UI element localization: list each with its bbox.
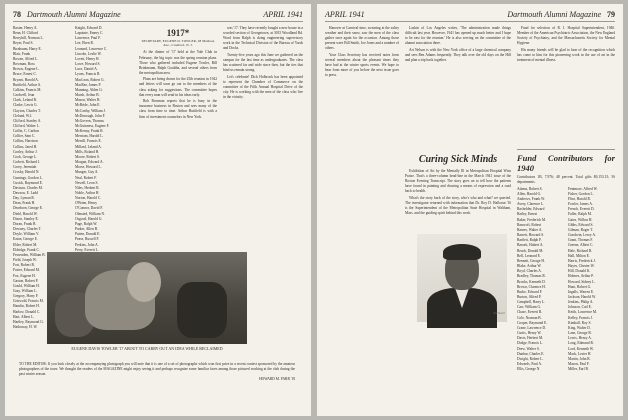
left-running-head xyxy=(13,10,303,22)
class-notes-column xyxy=(139,26,217,240)
fund-name-entry: Grant, Thomas F. xyxy=(568,238,593,243)
fund-intro: Contributors 1B, 7,976; 48 percent. Total gifts $9,153.15; 56 departments. xyxy=(517,174,615,184)
name-entry: Gaston, Robert P. xyxy=(13,278,39,283)
name-entry: Lawrence, Paul F. xyxy=(75,36,101,41)
fund-name-entry: Lewis, Henry A. xyxy=(568,336,592,341)
fund-name-entry: Curtis, Henry W. xyxy=(517,331,542,336)
fund-name-entry: Bailey, Ernest xyxy=(517,212,538,217)
paragraph: Plans are being drawn for the 25th reunion in 1942 and letters will soon go out to the members of the class asking for suggestions. The committee hopes that every man will send in his ideas early. xyxy=(139,77,217,97)
fund-column xyxy=(517,26,615,408)
story-signature: HOWARD M. FARR '18 xyxy=(259,377,295,381)
name-entry: Bean, H. Clifford xyxy=(13,31,39,36)
name-entry: Clark, Leland R. xyxy=(13,98,37,103)
name-entry: Patten, Donald E. xyxy=(75,232,101,237)
name-entry: Collins, Harrison xyxy=(13,139,38,144)
fund-name-entry: Bassett, Hubert A. xyxy=(517,243,544,248)
name-entry: Corey, Jeremiah xyxy=(13,165,37,170)
class-notes-lower xyxy=(325,234,399,408)
paragraph: At the dinner of '17 held at the Yale Club in February, the big topic was the spring reunion plans. Those who gathered included Eugene Towler, Bill Brinkmann, Ralph Gouldin, and several others from the metropolitan area. xyxy=(139,50,217,75)
name-entry: Cusick, Raymond E. xyxy=(13,180,43,185)
fund-name-entry: Fenimore, Alfred W. xyxy=(568,186,598,191)
fund-name-entry: Avery, Clarence L. xyxy=(517,202,545,207)
fund-name-entry: French, Everett D. xyxy=(568,207,595,212)
feature-title: Curing Sick Minds xyxy=(418,154,498,165)
fund-name-entry: Cole, Norman B. xyxy=(517,315,542,320)
names-column-2 xyxy=(75,26,135,252)
paragraph: Hanover at Carnival time, swearing at the sultry weather and their snow, saw the men of the class gather once again for the occasion. Among those present were Bill Smith, Joe Jones and a number of others. xyxy=(325,26,399,51)
fund-name-entry: Jackson, Harold W. xyxy=(568,294,596,299)
name-entry: O'Connor, David F. xyxy=(75,206,103,211)
name-entry: Field, Joseph W. xyxy=(13,258,37,263)
name-entry: Eldridge, Frank C. xyxy=(13,247,40,252)
name-entry: Niles, Herbert R. xyxy=(75,185,100,190)
fund-name-entry: Edwards, Paul A. xyxy=(517,362,542,366)
name-entry: McCarthy, William J. xyxy=(75,108,106,113)
name-entry: Morgan, Edward A. xyxy=(75,160,104,165)
name-entry: Hart, Albert L. xyxy=(13,314,35,319)
name-entry: Blair, Frank xyxy=(13,51,31,56)
name-entry: Lowe, Howard S. xyxy=(75,62,101,67)
fund-name-entry: Lane, George B. xyxy=(568,331,592,336)
name-entry: Olmsted, William N. xyxy=(75,211,105,216)
fund-name-entry: Davis, Herbert M. xyxy=(517,336,544,341)
fund-name-entry: Miller, Earl B. xyxy=(568,367,589,372)
fund-name-entry: Brown, Clarence H. xyxy=(517,284,546,289)
fund-name-entry: Blake, Arthur W. xyxy=(517,264,542,269)
photo-image xyxy=(47,252,247,344)
name-entry: Perkins, John A. xyxy=(75,242,99,247)
fund-name-entry: Gibbs, Edward S. xyxy=(568,222,594,227)
fund-name-entry: Lord, Kenneth W. xyxy=(568,346,594,351)
news-photo xyxy=(47,252,247,351)
name-entry: Hartley, Raymond G. xyxy=(13,319,44,324)
name-entry: McDonough, John F. xyxy=(75,113,106,118)
fund-names-column-1 xyxy=(517,187,564,373)
fund-name-entry: Gilman, Roger T. xyxy=(568,227,594,232)
name-entry: Moore, Robert S. xyxy=(75,154,100,159)
fund-name-entry: Holmes, Arthur P. xyxy=(568,274,594,279)
fund-name-entry: Hale, Richard B. xyxy=(568,248,593,253)
class-secretary-byline: SECRETARY, EUGENE D. TOWLER, 28 Madison Ave., Cranford, N. J. xyxy=(141,39,215,48)
name-entry: Doran, Frank B. xyxy=(13,221,37,226)
name-entry: Dawson, E. Ladd xyxy=(13,191,38,195)
name-entry: Page, Ralph W. xyxy=(75,221,98,226)
name-entry: Diehl, Harold W. xyxy=(13,211,38,216)
name-entry: Bowen, Alfred L. xyxy=(13,56,39,61)
name-entry: Munger, Guy A. xyxy=(75,170,99,175)
name-entry: McBride, John E. xyxy=(75,103,101,108)
name-entry: Morse, Howard L. xyxy=(75,165,102,170)
name-entry: Coffin, C. Carlton xyxy=(13,129,40,134)
name-entry: Fort, Robert B. xyxy=(13,263,35,268)
name-entry: Cumings, Gordon L. xyxy=(13,175,43,180)
fund-name-entry: Harris, Frederick J. xyxy=(568,258,596,263)
fund-name-entry: Beach, Donald M. xyxy=(517,248,544,253)
name-entry: Mason, Walter H. xyxy=(75,98,101,103)
fund-name-entry: Hill, Donald K. xyxy=(568,269,591,274)
fund-name-entry: Bradley, Thomas R. xyxy=(517,274,546,279)
issue-date: APRIL 1941 xyxy=(325,10,365,19)
class-notes-column-2 xyxy=(223,26,303,240)
name-entry: Clifford, Stanley A. xyxy=(13,118,42,123)
name-entry: Osgood, Harold G. xyxy=(75,216,103,221)
fund-name-entry: Fowler, James A. xyxy=(568,202,593,207)
fund-name-entry: Kelley, Francis J. xyxy=(568,315,593,320)
magazine-title: Dartmouth Alumni Magazine xyxy=(27,10,121,19)
name-entry: Dixon, Stanley E. xyxy=(13,216,39,221)
fund-name-entry: Greene, Albert C. xyxy=(568,243,594,248)
fund-name-entry: Long, Edmund R. xyxy=(568,341,594,346)
name-entry: Dearborn, George E. xyxy=(13,206,43,211)
name-entry: Day, Lyman R. xyxy=(13,196,35,201)
name-entry: McKenny, Frank R. xyxy=(75,129,104,134)
fund-name-entry: Hall, Milton E. xyxy=(568,253,590,258)
fund-name-entry: Brooks, Kenneth D. xyxy=(517,279,546,284)
name-entry: Millard, Leland A. xyxy=(75,144,102,149)
fund-name-entry: Allen, Harold G. xyxy=(517,191,542,196)
page-number: 79 xyxy=(607,10,615,19)
paragraph: Exhibition of Art by the Mentally Ill in Metropolitan Hospital Wins Praise. That's a three-column head-line in the March 1941 issue of the Boston Evening Transcript. The story goes on to tell how the patients have found in painting and drawing a means of expression and a road back to health. xyxy=(405,169,511,194)
fund-name-entry: Adams, Robert S. xyxy=(517,186,543,191)
name-entry: Downey, Charles T. xyxy=(13,227,42,232)
name-entry: Knight, Edward D. xyxy=(75,26,103,30)
fund-name-entry: Keith, Lawrence M. xyxy=(568,310,597,315)
paragraph: Art Nelson is with the New York office of a large chemical company and sees Ben Adams frequently. They talk over the old days on the Hill and plan a trip back together. xyxy=(405,47,511,63)
fund-name-entry: Fisher, Gordon L. xyxy=(568,191,594,196)
name-entry: Collins, Jared H. xyxy=(13,144,38,149)
story-text: TO THE EDITOR: If you look closely at the accompanying photograph you will note that it is one of a set of photographs which won first prize in a recent contest sponsored by the amateur photographers of the town. We thought the readers of the MAGAZINE might enjoy seeing it and perhaps recognize some familiar faces among those pictured working at the club during the past winter season. xyxy=(19,362,295,376)
fund-name-entry: Barrett, Howard S. xyxy=(517,233,545,238)
names-column-1 xyxy=(13,26,73,330)
fund-name-entry: Bachelder, Edward xyxy=(517,207,545,212)
paragraph: Let's celebrate! Dick Holbrook has been appointed to represent the Chamber of Commerce on the committee of the Fifth Annual Hospital Drive of the city. He is working with the men of the class who live in the vicinity. xyxy=(223,74,303,100)
name-entry: Bruce, Ernest C. xyxy=(13,72,37,77)
name-entry: Manning, Alden G. xyxy=(75,87,103,92)
fund-name-entry: Ellis, George N. xyxy=(517,367,541,372)
name-entry: Gray, William L. xyxy=(13,288,38,293)
paragraph: Laskin of Los Angeles writes, 'The administration made things difficult last year. However, 1941 has opened up much better and I hope to be east for the reunion.' He is also serving on the committee of the alumni association there. xyxy=(405,26,511,46)
name-entry: Pease, Russell F. xyxy=(75,237,100,242)
paragraph: Your Class Secretary has received notes from several members about the pleasant times they have had at the winter sports events. We hope to hear from more of you before the next issue goes to press. xyxy=(325,52,399,78)
name-entry: Gregory, Harry F. xyxy=(13,294,39,299)
name-entry: Bryant, Harold A. xyxy=(13,77,39,82)
fund-name-entry: Dodge, Francis L. xyxy=(517,341,543,346)
fund-name-entry: Andrews, Frank W. xyxy=(517,197,545,201)
magazine-title: Dartmouth Alumni Magazine xyxy=(507,10,601,19)
name-entry: Noble, Arthur H. xyxy=(75,191,100,195)
name-entry: Buttfield, Arthur A. xyxy=(13,82,42,87)
name-entry: Leonard, Lawrence C. xyxy=(75,46,108,51)
name-entry: Berryhill, Norman L. xyxy=(13,36,44,41)
name-entry: Eaton, George E. xyxy=(13,237,38,242)
name-entry: MacLean, Robert G. xyxy=(75,77,105,82)
fund-name-entry: Martin, John R. xyxy=(568,356,591,361)
fund-name-entry: Bennett, George H. xyxy=(517,258,545,263)
name-entry: Lee, Eben R. xyxy=(75,41,94,46)
left-page xyxy=(5,4,311,416)
name-entry: Lincoln, Leslie W. xyxy=(75,51,102,56)
name-entry: Norton, Harold C. xyxy=(75,196,102,201)
name-entry: Parker, Allen B. xyxy=(75,227,99,232)
name-entry: Hamlin, Robert H. xyxy=(13,304,40,309)
paragraph: What's the story back of the story, who's who and what? we queried. The investigator returned with information that Dr. Roy D. Halloran '16 is the Superintendent of the Metropolitan State Hospital in Waltham, Mass. and the guiding spirit behind this work. xyxy=(405,195,511,216)
name-entry: Doyle, William V. xyxy=(13,232,40,237)
fund-name-entry: Chase, Everett R. xyxy=(517,310,543,315)
fund-name-entry: Johnson, Carl E. xyxy=(568,305,592,310)
fund-name-entry: Kimball, Roy S. xyxy=(568,320,592,325)
name-entry: Perry, Everett L. xyxy=(75,247,99,252)
class-year-heading: 1917* xyxy=(166,28,190,38)
name-entry: Hathaway, H. W. xyxy=(13,325,38,330)
paragraph: Bob Bowman reports that he is busy in the insurance business in Boston and sees many of the class from time to time. Arthur Buttfield is with a firm of investment counselors in New York. xyxy=(139,99,217,119)
paragraph: His many friends will be glad to hear of the recognition which has come to him for this pioneering work in the use of art in the treatment of mental illness. xyxy=(517,47,615,63)
right-page xyxy=(317,4,623,416)
name-entry: Cardwell, Jean xyxy=(13,93,35,98)
fund-name-entry: Crane, Lawrence D. xyxy=(517,325,546,330)
name-entry: MacRae, James P. xyxy=(75,82,101,87)
fund-name-entry: Dwight, Robert L. xyxy=(517,356,544,361)
name-entry: Newell, Leon S. xyxy=(75,180,99,185)
page-number: 78 xyxy=(13,10,21,19)
name-entry: O'Brien, Henry xyxy=(75,201,98,206)
fund-name-entry: Baker, Frederick M. xyxy=(517,217,546,222)
name-entry: Davison, Charles M. xyxy=(13,185,43,190)
name-entry: Cook, George L. xyxy=(13,154,38,159)
class-notes-column xyxy=(325,26,399,220)
name-entry: Luce, Daniel A. xyxy=(75,67,98,72)
feature-column xyxy=(405,26,511,408)
fund-name-entry: Mason, Paul F. xyxy=(568,362,590,366)
name-entry: Griswold, Francis M. xyxy=(13,299,44,304)
fund-name-entry: Hunt, Robert G. xyxy=(568,284,592,289)
fund-name-entry: Gates, Wilbur H. xyxy=(568,217,593,222)
paragraph: Fund for selection of R. I. Hospital Superintendent, 1940. Member of the American Psychiatric Association, the New England Society of Psychiatry, and the Massachusetts Society for Mental Hygiene. xyxy=(517,26,615,46)
name-entry: Clayton, Charles T. xyxy=(13,108,41,113)
name-entry: Merriam, Harold L. xyxy=(75,134,104,139)
fund-name-entry: Campbell, Harry L. xyxy=(517,300,546,305)
name-entry: Foster, Edward M. xyxy=(13,268,40,273)
fund-name-entry: Jenkins, Philip A. xyxy=(568,300,594,305)
fund-name-entry: Dunbar, Charles E. xyxy=(517,351,545,356)
name-entry: Corbett, Richard J. xyxy=(13,160,41,165)
fund-contributors-title: Fund Contributors for 1940 xyxy=(517,152,615,173)
name-entry: Clarke, Lewis G. xyxy=(13,103,38,108)
name-entry: Calkins, Francis M. xyxy=(13,87,42,92)
name-entry: Baxter, Henry A. xyxy=(13,26,38,30)
name-entry: Gould, William H. xyxy=(13,283,40,288)
issue-date: APRIL 1941 xyxy=(263,10,303,19)
name-entry: McGuinness, Eugene F. xyxy=(75,123,110,128)
paragraph: was '17. They have recently bought a new house in a wooded section of Georgetown, at 3015 Woodland Rd. Word from Ralph is doing engineering supervisory work in the Technical Division of the Bureau of Yards and Docks. xyxy=(223,26,303,51)
photo-credit: Bachrach xyxy=(493,311,505,315)
fund-name-entry: Burton, Alfred P. xyxy=(517,294,542,299)
fund-name-entry: Mack, Lester H. xyxy=(568,351,592,356)
portrait-image xyxy=(417,234,507,322)
name-entry: Harlow, Donald C. xyxy=(13,309,41,314)
fund-name-entry: Goodwin, Leroy A. xyxy=(568,233,596,238)
name-entry: McGovern, Thomas xyxy=(75,118,104,123)
fund-name-entry: Flint, Harold R. xyxy=(568,197,591,201)
name-entry: Bowman, Ross xyxy=(13,62,35,67)
name-entry: Lovett, Henry H. xyxy=(75,56,100,61)
photo-story xyxy=(19,362,295,382)
fund-name-entry: Fuller, Ralph M. xyxy=(568,212,592,217)
name-entry: Fox, Eugene H. xyxy=(13,273,36,278)
name-entry: Elder, Robert M. xyxy=(13,242,38,247)
fund-name-entry: Boyd, Charles A. xyxy=(517,269,542,274)
fund-name-entry: King, Walter D. xyxy=(568,325,591,330)
name-entry: Crosby, Harold N. xyxy=(13,170,40,175)
fund-names-column-2 xyxy=(568,187,615,373)
name-entry: Lapointe, Emery C. xyxy=(75,31,104,36)
name-entry: Marsh, Arthur B. xyxy=(75,93,100,98)
name-entry: Conley, Arthur J. xyxy=(13,149,38,154)
paragraph: Twenty-five years ago this June we gathered on the campus for the last time as undergraduates. The class has scattered far and wide since then, but the ties that bind us remain strong. xyxy=(223,52,303,73)
fund-name-entry: Bartlett, Ralph P. xyxy=(517,238,542,243)
fund-name-entry: Bancroft, Robert xyxy=(517,222,542,227)
name-entry: Mills, Roland H. xyxy=(75,149,100,154)
fund-name-entry: Drew, Walter S. xyxy=(517,346,540,351)
name-entry: Dean, Frank H. xyxy=(13,201,36,206)
name-entry: Collier, Sam C. xyxy=(13,134,36,139)
fund-name-entry: Barnes, Walter A. xyxy=(517,227,543,232)
portrait-photo xyxy=(417,234,507,329)
right-running-head xyxy=(325,10,615,22)
photo-caption: EUGENE DAVIS TOWLER '17 ABOUT TO CARRY OUT AN IDEA WHILE RECLAIMED xyxy=(71,346,223,351)
name-entry: Neal, Robert F. xyxy=(75,175,97,180)
name-entry: Merrill, Francis E. xyxy=(75,139,102,144)
fund-name-entry: Carr, William G. xyxy=(517,305,541,310)
fund-name-entry: Bell, Leonard E. xyxy=(517,253,541,258)
name-entry: Beyer, Paul S. xyxy=(13,41,34,46)
name-entry: Birnbaum, Harry E. xyxy=(13,46,42,51)
fund-name-entry: Howard, Sidney L. xyxy=(568,279,596,284)
name-entry: Clifford, Walter L. xyxy=(13,123,40,128)
fund-name-entry: Ingalls, Warren E. xyxy=(568,289,594,294)
name-entry: Lyons, Francis B. xyxy=(75,72,101,77)
fund-name-entry: Hayes, Chester W. xyxy=(568,264,595,269)
name-entry: Brown, Eugene L. xyxy=(13,67,40,72)
name-entry: Fessenden, William B. xyxy=(13,252,46,257)
name-entry: Cleland, W.J. xyxy=(13,113,33,118)
fund-name-entry: Burke, Edward F. xyxy=(517,289,543,294)
fund-name-entry: Cooper, Raymond E. xyxy=(517,320,548,325)
